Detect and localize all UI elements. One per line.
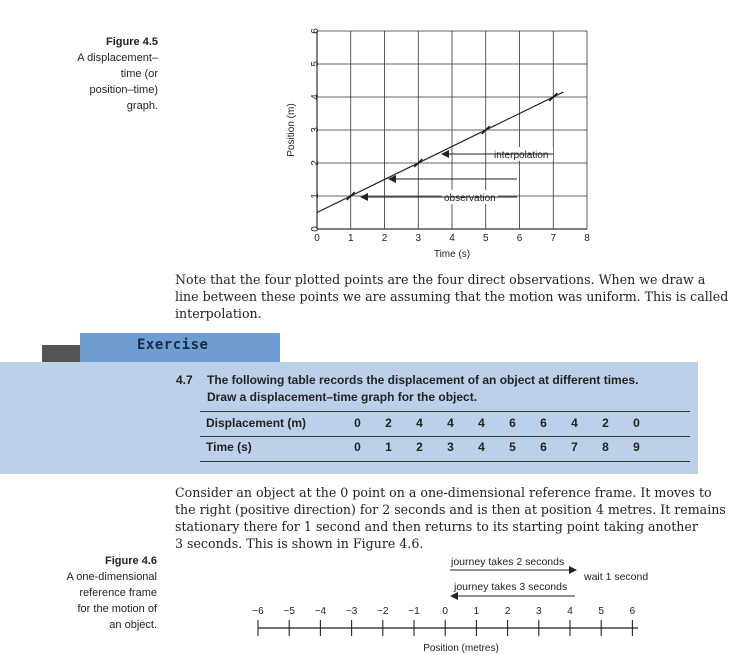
table-cell: 9 — [633, 440, 640, 454]
exercise-number: 4.7 — [176, 373, 193, 387]
number-line-tick-label: 5 — [598, 606, 604, 617]
figure-4-5-label: Figure 4.5 — [106, 36, 158, 48]
x-axis-label: Time (s) — [433, 249, 471, 260]
y-tick-label: 5 — [310, 61, 321, 67]
table-cell: 4 — [416, 416, 423, 430]
figure-4-6-label: Figure 4.6 — [105, 555, 157, 567]
x-tick-label: 3 — [415, 233, 422, 244]
number-line-tick-label: 0 — [442, 606, 448, 617]
x-tick-label: 0 — [314, 233, 320, 244]
figure-4-6-caption — [40, 553, 157, 633]
observation-label: observation — [444, 193, 496, 204]
x-tick-label: 5 — [482, 233, 489, 244]
y-tick-label: 3 — [310, 127, 321, 133]
interpolation-label: interpolation — [494, 150, 549, 161]
number-line-tick-label: −6 — [252, 606, 264, 617]
y-tick-label: 2 — [310, 160, 321, 166]
number-line-tick-label: 3 — [536, 606, 542, 617]
exercise-question — [207, 372, 638, 406]
table-row — [200, 435, 690, 459]
x-tick-label: 1 — [347, 233, 354, 244]
paragraph-line: line between these points we are assuming that the motion was uniform. This is called — [175, 289, 729, 304]
graph-tick-labels — [310, 28, 590, 244]
table-row — [200, 411, 690, 435]
wait-label: wait 1 second — [584, 571, 649, 583]
number-line-tick-label: 2 — [504, 606, 511, 617]
paragraph-reference-frame — [175, 484, 726, 552]
x-tick-label: 8 — [584, 233, 590, 244]
table-cell: 6 — [509, 416, 516, 430]
row-label-displacement: Displacement (m) — [206, 416, 307, 430]
table-cell: 4 — [478, 440, 485, 454]
table-cell: 7 — [571, 440, 578, 454]
table-cell: 2 — [416, 440, 423, 454]
paragraph-line: Note that the four plotted points are the four direct observations. When we draw a — [175, 272, 706, 287]
table-cell: 2 — [385, 416, 392, 430]
number-line-tick-label: −5 — [283, 606, 295, 617]
number-line-tick-label: 6 — [629, 606, 636, 617]
number-line-tick-label: −3 — [345, 606, 358, 617]
paragraph-line: Consider an object at the 0 point on a one-dimensional reference frame. It moves to — [175, 485, 712, 500]
table-cell: 5 — [509, 440, 516, 454]
y-tick-label: 4 — [310, 94, 321, 100]
y-tick-label: 6 — [310, 28, 321, 34]
y-tick-label: 1 — [310, 193, 321, 199]
caption-line: A displacement– — [77, 52, 158, 64]
table-cell: 6 — [540, 440, 547, 454]
number-line-tick-label: −2 — [377, 606, 389, 617]
caption-line: an object. — [109, 619, 157, 631]
table-cell: 4 — [478, 416, 485, 430]
number-line-tick-label: −1 — [408, 606, 420, 617]
y-tick-label: 0 — [310, 226, 321, 232]
reference-frame-diagram — [240, 548, 660, 654]
row-label-time: Time (s) — [206, 440, 252, 454]
exercise-marker — [42, 345, 80, 362]
table-cell: 3 — [447, 440, 454, 454]
table-cell: 4 — [447, 416, 454, 430]
table-cell: 2 — [602, 416, 609, 430]
displacement-time-table — [200, 411, 690, 459]
caption-line: A one-dimensional — [66, 571, 157, 583]
y-axis-label: Position (m) — [286, 103, 297, 157]
caption-line: reference frame — [79, 587, 157, 599]
table-cell: 0 — [633, 416, 640, 430]
paragraph-line: interpolation. — [175, 306, 262, 321]
table-cell: 0 — [354, 416, 361, 430]
table-cell: 1 — [385, 440, 392, 454]
number-line-tick-label: 1 — [473, 606, 480, 617]
x-tick-label: 4 — [449, 233, 455, 244]
table-cell: 6 — [540, 416, 547, 430]
caption-line: position–time) — [89, 84, 158, 96]
journey-3s-label: journey takes 3 seconds — [454, 581, 568, 593]
caption-line: time (or — [120, 68, 158, 80]
x-tick-label: 6 — [516, 233, 523, 244]
paragraph-line: stationary there for 1 second and then returns to its starting point taking another — [175, 519, 698, 534]
caption-line: graph. — [126, 100, 158, 112]
displacement-time-graph — [250, 18, 610, 263]
position-axis-label: Position (metres) — [423, 643, 499, 654]
paragraph-line: the right (positive direction) for 2 seconds and is then at position 4 metres. It remains — [175, 502, 726, 517]
question-line: Draw a displacement–time graph for the object. — [207, 390, 478, 404]
paragraph-interpolation — [175, 271, 728, 322]
exercise-title: Exercise — [137, 337, 209, 353]
figure-4-5-caption — [40, 34, 158, 114]
table-cell: 8 — [602, 440, 609, 454]
number-line-tick-label: 4 — [567, 606, 573, 617]
x-tick-label: 7 — [550, 233, 557, 244]
number-line-tick-label: −4 — [314, 606, 327, 617]
question-line: The following table records the displacement of an object at different times. — [207, 373, 639, 387]
table-cell: 0 — [354, 440, 361, 454]
x-tick-label: 2 — [381, 233, 388, 244]
paragraph-line: 3 seconds. This is shown in Figure 4.6. — [175, 536, 424, 551]
caption-line: for the motion of — [77, 603, 157, 615]
table-cell: 4 — [571, 416, 578, 430]
journey-2s-label: journey takes 2 seconds — [451, 556, 565, 568]
number-line-labels — [252, 606, 635, 617]
